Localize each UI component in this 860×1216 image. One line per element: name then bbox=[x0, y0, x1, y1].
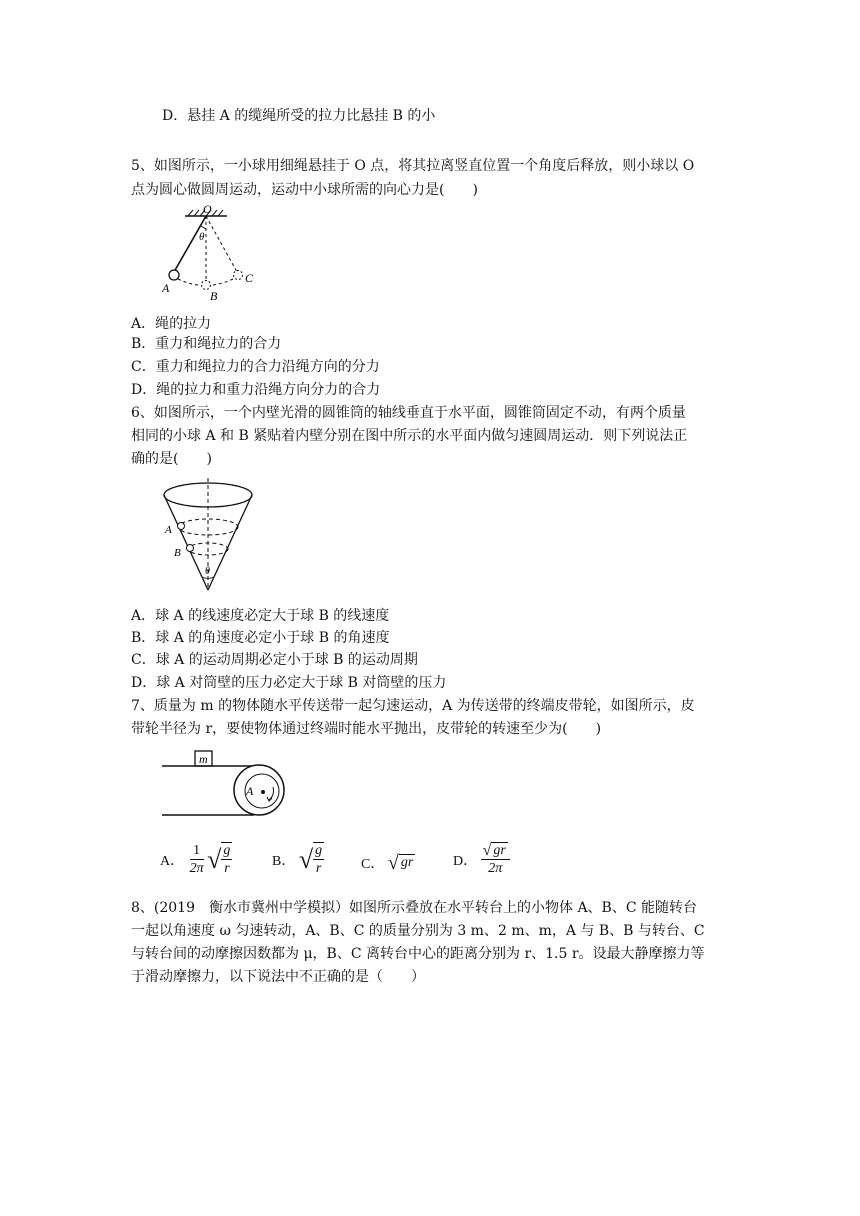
q6-stem-line2: 相同的小球 A 和 B 紧贴着内壁分别在图中所示的水平面内做匀速圆周运动．则下列说法正 bbox=[131, 428, 688, 444]
pendulum-figure bbox=[155, 202, 270, 304]
q6-option-b: B．球 A 的角速度必定小于球 B 的角速度 bbox=[131, 630, 390, 646]
cone-label-theta: θ bbox=[205, 566, 210, 577]
q4-option-d: D．悬挂 A 的缆绳所受的拉力比悬挂 B 的小 bbox=[162, 108, 436, 124]
q7-option-d-label: D． bbox=[453, 854, 478, 869]
q5-option-c: C．重力和绳拉力的合力沿绳方向的分力 bbox=[131, 359, 380, 375]
q7-option-b-rad-den: r bbox=[315, 861, 322, 876]
q6-option-d: D．球 A 对筒壁的压力必定大于球 B 对筒壁的压力 bbox=[131, 675, 447, 691]
cone-label-a: A bbox=[165, 524, 172, 536]
q7-option-b-label: B． bbox=[272, 854, 296, 869]
pendulum-label-a: A bbox=[162, 281, 170, 295]
q7-option-d-den: 2π bbox=[488, 861, 503, 876]
q5-option-d: D．绳的拉力和重力沿绳方向分力的合力 bbox=[131, 382, 381, 398]
pendulum-label-o: O bbox=[203, 202, 212, 216]
q7-option-b: B． √ $\frac{g}{r}$ bbox=[272, 843, 323, 876]
q7-option-c: C． √ gr bbox=[361, 852, 414, 874]
pendulum-label-b: B bbox=[210, 289, 218, 303]
q8-stem-line1: 8、(2019 衡水市冀州中学模拟）如图所示叠放在水平转台上的小物体 A、B、C 能随转台 bbox=[131, 900, 698, 916]
q8-stem-line2: 一起以角速度 ω 匀速转动，A、B、C 的质量分别为 3 m、2 m、m，A 与 B、B 与转台、C bbox=[131, 923, 705, 939]
q5-option-a: A．绳的拉力 bbox=[131, 316, 212, 332]
q6-option-c: C．球 A 的运动周期必定小于球 B 的运动周期 bbox=[131, 652, 418, 668]
cone-label-b: B bbox=[174, 547, 181, 559]
q7-option-b-rad-num: g bbox=[315, 843, 323, 858]
q7-stem-line2: 带轮半径为 r，要使物体通过终端时能水平抛出，皮带轮的转速至少为( ) bbox=[131, 721, 602, 737]
q7-option-a: A． $\frac{1}{2\pi}$ √ $\frac{g}{r}$ bbox=[160, 842, 231, 876]
q7-option-a-num: 1 bbox=[190, 843, 204, 860]
q6-stem-line3: 确的是( ) bbox=[131, 451, 212, 467]
q7-option-d-rad: gr bbox=[493, 843, 506, 858]
q7-option-d: D． $\frac{√ gr}{2\pi}$ bbox=[453, 842, 510, 878]
q6-stem-line1: 6、如图所示，一个内壁光滑的圆锥筒的轴线垂直于水平面，圆锥筒固定不动，有两个质量 bbox=[131, 405, 686, 421]
q7-option-a-label: A． bbox=[160, 854, 185, 869]
q8-stem-line3: 与转台间的动摩擦因数都为 μ，B、C 离转台中心的距离分别为 r、1.5 r。设最大静摩擦力等 bbox=[131, 946, 705, 962]
q7-option-a-den: 2π bbox=[189, 860, 204, 876]
conveyor-label-m: m bbox=[199, 752, 208, 766]
q5-stem-line1: 5、如图所示，一小球用细绳悬挂于 O 点，将其拉离竖直位置一个角度后释放，则小球以 O bbox=[131, 158, 695, 174]
q7-option-a-rad-num: g bbox=[223, 843, 231, 858]
conveyor-label-a: A bbox=[246, 784, 254, 798]
q7-option-c-label: C． bbox=[361, 857, 385, 872]
q5-option-b: B．重力和绳拉力的合力 bbox=[131, 336, 282, 352]
q7-stem-line1: 7、质量为 m 的物体随水平传送带一起匀速运动，A 为传送带的终端皮带轮，如图所示，皮 bbox=[131, 698, 695, 714]
q7-option-a-rad-den: r bbox=[224, 861, 230, 876]
cone-figure bbox=[158, 476, 258, 596]
q7-option-c-rad: gr bbox=[400, 855, 414, 871]
pendulum-label-c: C bbox=[245, 271, 254, 285]
conveyor-figure bbox=[160, 745, 295, 820]
q8-stem-line4: 于滑动摩擦力，以下说法中不正确的是（ ） bbox=[131, 969, 425, 985]
q5-stem-line2: 点为圆心做圆周运动，运动中小球所需的向心力是( ) bbox=[131, 182, 478, 198]
q6-option-a: A．球 A 的线速度必定大于球 B 的线速度 bbox=[131, 608, 390, 624]
pendulum-label-theta: θ bbox=[199, 231, 205, 243]
